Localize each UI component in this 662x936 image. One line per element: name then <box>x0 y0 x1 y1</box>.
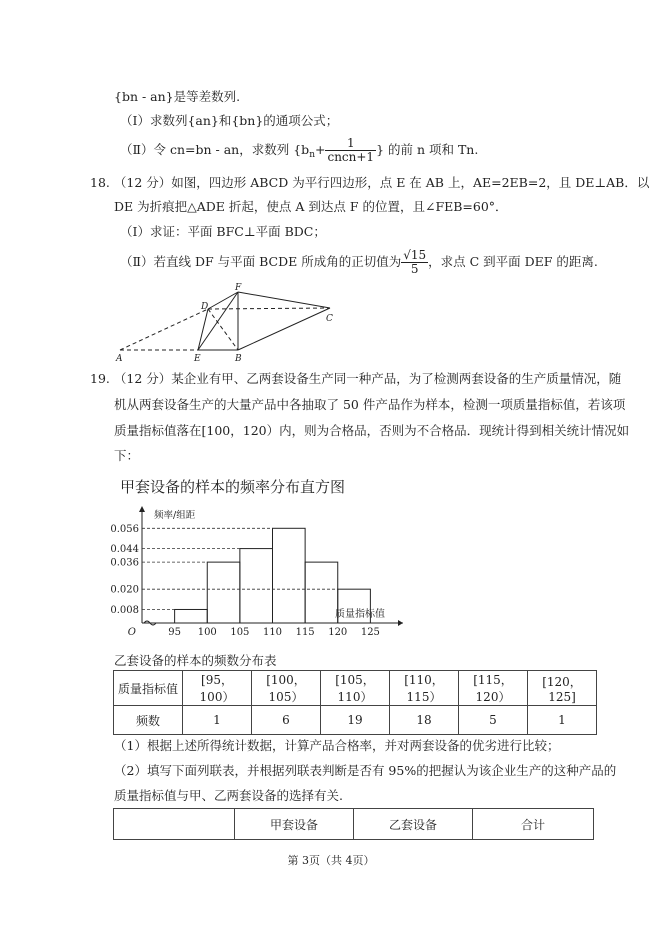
freq-header-cell: 质量指标值 <box>114 671 183 706</box>
q18-frac-num: √15 <box>403 248 427 262</box>
label-D: D <box>201 302 209 312</box>
text-line-3 <box>120 137 478 167</box>
histogram-chart <box>110 500 408 640</box>
label-C: C <box>326 314 333 324</box>
edge-BC <box>238 308 330 350</box>
line3-plus: + <box>314 142 326 157</box>
ct-header-cell: 合计 <box>473 809 594 840</box>
q18-line-1 <box>90 174 649 192</box>
q18-text-1: （12 分）如图，四边形 ABCD 为平行四边形，点 E 在 AB 上，AE=2EB=2，且 DE⊥AB．以 <box>113 175 650 190</box>
ct-header-cell: 甲套设备 <box>235 809 354 840</box>
x-tick-label: 95 <box>168 627 181 638</box>
x-tick-label: 115 <box>295 627 315 638</box>
freq-data-cell: 18 <box>390 706 459 735</box>
q18-text-4-post: ，求点 C 到平面 DEF 的距离. <box>428 254 598 269</box>
y-tick-label: 0.044 <box>110 544 139 556</box>
freq-table-data-row <box>114 706 597 735</box>
q18-fraction <box>401 249 428 276</box>
chart-title: 甲套设备的样本的频率分布直方图 <box>120 478 346 496</box>
x-axis-arrow <box>398 620 403 626</box>
histogram-bar <box>175 609 208 623</box>
histogram-bar <box>305 562 338 623</box>
freq-header-cell: [95，100） <box>183 671 252 706</box>
contingency-table <box>113 808 594 840</box>
x-tick-label: 100 <box>197 627 217 638</box>
q18-line-2: DE 为折痕把△ADE 折起，使点 A 到达点 F 的位置，且∠FEB=60°． <box>114 199 508 214</box>
line3-fraction <box>325 137 376 164</box>
page-footer: 第 3页（共 4页） <box>287 854 375 867</box>
label-F: F <box>235 283 242 293</box>
x-axis-label: 质量指标值 <box>335 609 385 620</box>
freq-data-cell: 6 <box>252 706 321 735</box>
x-tick-label: 105 <box>230 627 250 638</box>
line3-frac-den: cncn+1 <box>327 150 375 164</box>
freq-data-cell: 1 <box>183 706 252 735</box>
y-axis-label: 频率/组距 <box>154 510 196 521</box>
y-tick-label: 0.056 <box>110 523 139 535</box>
freq-header-cell: [105，110） <box>321 671 390 706</box>
y-axis-arrow <box>139 506 145 512</box>
q18-frac-den: 5 <box>410 262 419 276</box>
part2-line-2: 质量指标值与甲、乙两套设备的选择有关. <box>114 788 343 803</box>
edge-FD <box>208 292 238 309</box>
freq-header-cell: [100，105） <box>252 671 321 706</box>
y-tick-label: 0.008 <box>110 604 139 616</box>
q19-line-2: 机从两套设备生产的大量产品中各抽取了 50 件产品作为样本，检测一项质量指标值，若该项 <box>114 397 626 412</box>
ct-header-cell <box>114 809 235 840</box>
edge-DE <box>198 309 208 350</box>
line3-pre: （Ⅱ）令 cn=bn - an，求数列 <box>120 142 290 157</box>
line3-sub-n: n <box>309 150 315 160</box>
edge-FC <box>238 292 330 308</box>
x-tick-label: 120 <box>328 627 348 638</box>
freq-data-cell: 频数 <box>114 706 183 735</box>
q19-number: 19. <box>90 371 110 386</box>
y-tick-label: 0.036 <box>110 557 139 569</box>
origin-label: O <box>127 627 136 638</box>
q19-line-3: 质量指标值落在[100，120）内，则为合格品，否则为不合格品．现统计得到相关统计情况如 <box>114 423 630 438</box>
freq-table-caption: 乙套设备的样本的频数分布表 <box>114 653 277 668</box>
label-E: E <box>194 354 201 364</box>
edge-AD <box>120 309 208 350</box>
text-line-2: （Ⅰ）求数列{an}和{bn}的通项公式； <box>120 113 339 128</box>
text-line-1: {bn - an}是等差数列. <box>114 89 241 104</box>
freq-data-cell: 5 <box>459 706 528 735</box>
edge-FE <box>198 292 238 350</box>
label-A: A <box>116 354 123 364</box>
q19-line-4: 下： <box>114 448 140 463</box>
freq-header-cell: [110，115） <box>390 671 459 706</box>
q18-text-4-pre: （Ⅱ）若直线 DF 与平面 BCDE 所成角的正切值为 <box>120 254 402 269</box>
line3-brace-right: } <box>376 142 385 157</box>
line3-frac-num: 1 <box>325 137 376 151</box>
contingency-header-row <box>114 809 594 840</box>
freq-data-cell: 19 <box>321 706 390 735</box>
q18-line-4 <box>120 248 598 276</box>
geometry-figure <box>110 283 350 363</box>
part2-line-1: （2）填写下面列联表，并根据列联表判断是否有 95%的把握认为该企业生产的这种产品的 <box>114 763 617 778</box>
freq-table-header-row <box>114 671 597 706</box>
freq-data-cell: 1 <box>528 706 597 735</box>
label-B: B <box>235 354 242 364</box>
x-tick-label: 110 <box>262 627 283 638</box>
freq-table <box>113 670 597 735</box>
line3-post: 的前 n 项和 Tn. <box>388 142 479 157</box>
part1-line: （1）根据上述所得统计数据，计算产品合格率，并对两套设备的优劣进行比较； <box>114 738 560 753</box>
x-tick-label: 125 <box>360 627 380 638</box>
q19-text-1: （12 分）某企业有甲、乙两套设备生产同一种产品，为了检测两套设备的生产质量情况，随 <box>113 371 622 386</box>
line3-brace-left: {b <box>293 142 310 157</box>
q19-line-1 <box>90 370 621 388</box>
histogram-bar <box>240 549 273 623</box>
ct-header-cell: 乙套设备 <box>354 809 473 840</box>
q18-number: 18. <box>90 175 110 190</box>
y-tick-label: 0.020 <box>110 584 139 596</box>
freq-header-cell: [115，120） <box>459 671 528 706</box>
histogram-bar <box>273 528 306 623</box>
q18-line-3: （Ⅰ）求证：平面 BFC⊥平面 BDC； <box>120 224 326 239</box>
freq-header-cell: [120，125] <box>528 671 597 706</box>
histogram-bar <box>207 562 240 623</box>
